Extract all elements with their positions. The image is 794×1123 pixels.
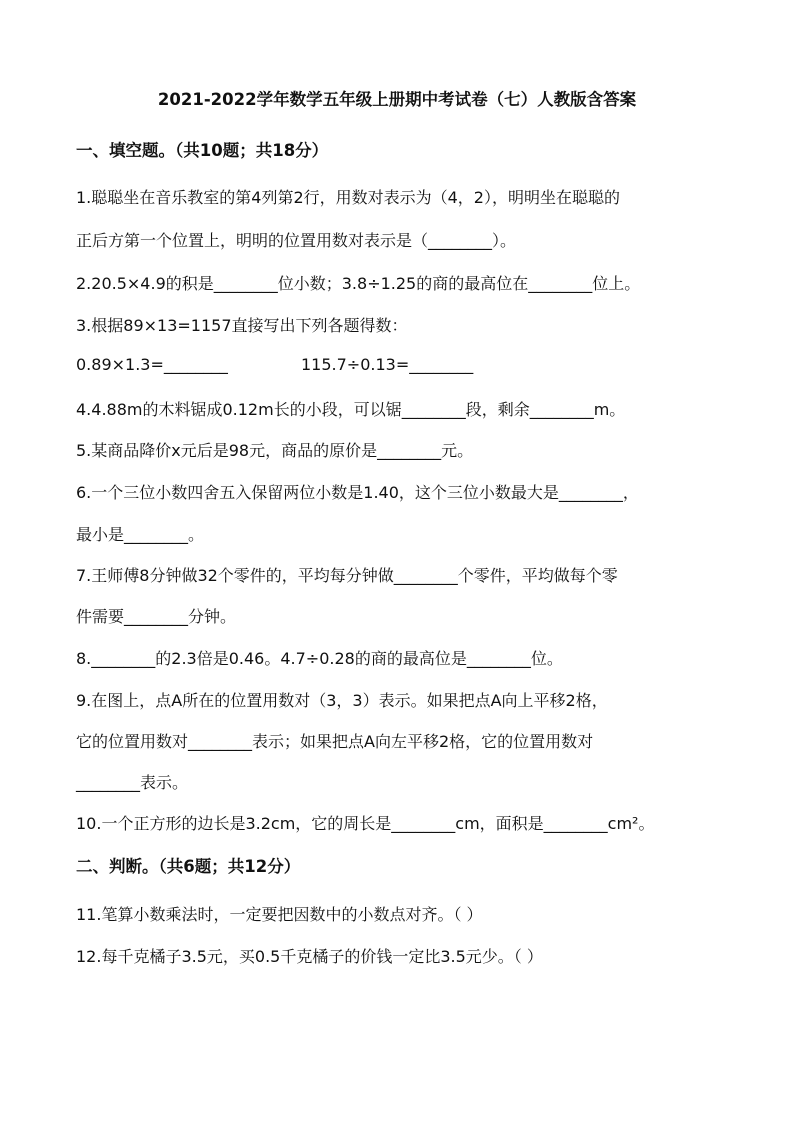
question-8: 8.________的2.3倍是0.46。4.7÷0.28的商的最高位是________位。 — [76, 649, 563, 668]
question-3-part-b: 115.7÷0.13=________ — [301, 355, 474, 374]
page-title: 2021-2022学年数学五年级上册期中考试卷（七）人教版含答案 — [157, 90, 637, 109]
question-5: 5.某商品降价x元后是98元，商品的原价是________元。 — [76, 441, 474, 460]
section-heading-fill-in: 一、填空题。（共10题；共18分） — [76, 141, 329, 160]
question-1-line-2: 正后方第一个位置上，明明的位置用数对表示是（________）。 — [76, 231, 517, 250]
question-3-part-a: 0.89×1.3=________ — [76, 355, 228, 374]
question-7-line-2: 件需要________分钟。 — [76, 607, 237, 626]
question-7-line-1: 7.王师傅8分钟做32个零件的，平均每分钟做________个零件，平均做每个零 — [76, 566, 618, 585]
question-12: 12.每千克橘子3.5元，买0.5千克橘子的价钱一定比3.5元少。（ ） — [76, 947, 543, 966]
question-6-line-2: 最小是________。 — [76, 525, 205, 544]
question-2: 2.20.5×4.9的积是________位小数；3.8÷1.25的商的最高位在________位上。 — [76, 274, 641, 293]
question-1-line-1: 1.聪聪坐在音乐教室的第4列第2行，用数对表示为（4，2），明明坐在聪聪的 — [76, 188, 620, 207]
question-6-line-1: 6.一个三位小数四舍五入保留两位小数是1.40，这个三位小数最大是________， — [76, 483, 639, 502]
question-9-line-3: ________表示。 — [76, 773, 189, 792]
question-10: 10.一个正方形的边长是3.2cm，它的周长是________cm，面积是________cm²。 — [76, 814, 655, 833]
question-9-line-2: 它的位置用数对________表示；如果把点A向左平移2格，它的位置用数对 — [76, 732, 594, 751]
question-4: 4.4.88m的木料锯成0.12m长的小段，可以锯________段，剩余________m。 — [76, 400, 626, 419]
question-11: 11.笔算小数乘法时，一定要把因数中的小数点对齐。（ ） — [76, 905, 483, 924]
question-3: 3.根据89×13=1157直接写出下列各题得数： — [76, 316, 408, 335]
question-9-line-1: 9.在图上，点A所在的位置用数对（3，3）表示。如果把点A向上平移2格， — [76, 691, 608, 710]
section-heading-judge: 二、判断。（共6题；共12分） — [76, 857, 301, 876]
